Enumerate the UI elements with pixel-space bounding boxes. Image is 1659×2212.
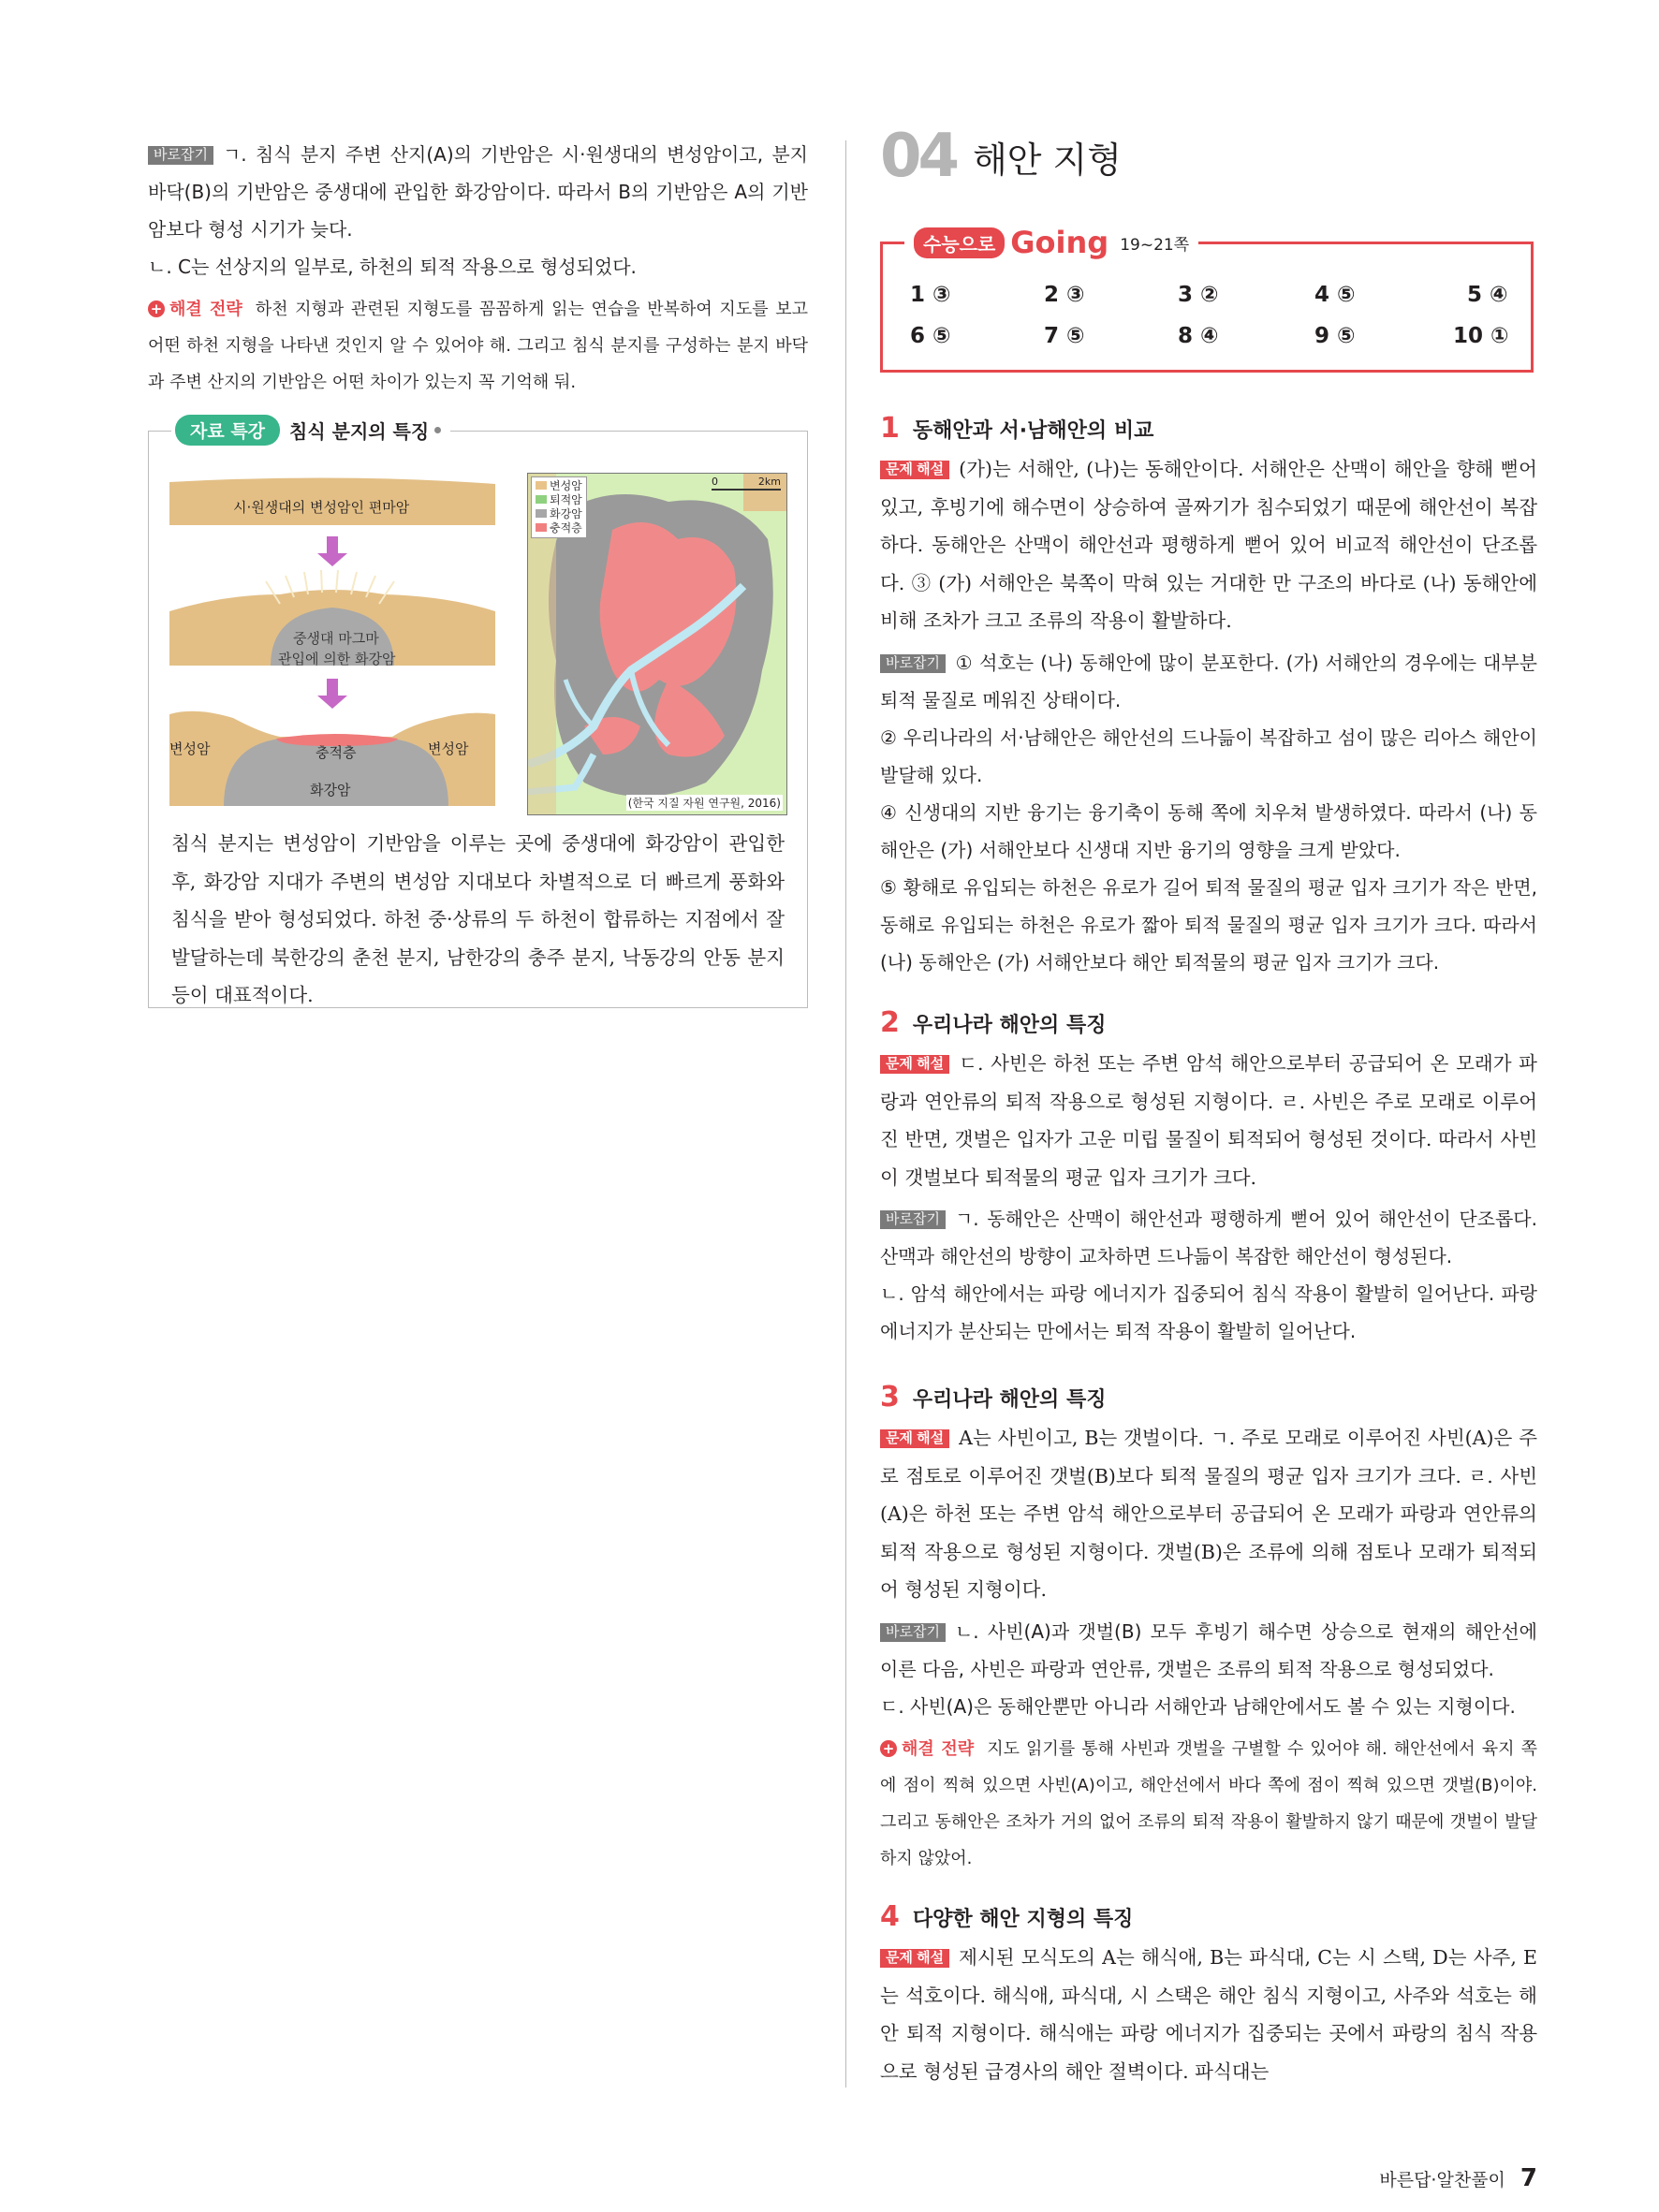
question-4: [880, 1900, 1537, 2090]
answer-item: 6 ⑤: [910, 324, 951, 348]
haeseol-tag: 문제 해설: [880, 461, 949, 479]
page-footer: [1379, 2164, 1537, 2192]
stage2-label-2: 관입에 의한 화강암: [278, 651, 396, 667]
going-answer-box: [880, 225, 1535, 376]
answer-item: 7 ⑤: [1044, 324, 1085, 348]
q3-baro: 바로잡기 ㄴ. 사빈(A)과 갯벌(B) 모두 후빙기 해수면 상승으로 현재의 해안선에 이른 다음, 사빈은 파랑과 연안류, 갯벌은 조류의 퇴적 작용으로 형성되었다.: [880, 1619, 1537, 1680]
box-paragraph: 침식 분지는 변성암이 기반암을 이루는 곳에 중생대에 화강암이 관입한 후, 화강암 지대가 주변의 변성암 지대보다 차별적으로 더 빠르게 풍화와 침식을 받아 형성되었다. 하천 중·상류의 두 하천이 합류하는 지점에서 잘 발달하는데 북한강의 춘천 분지, 남한강의 충주 분지, 낙동강의 안동 분지 등이 대표적이다.: [171, 832, 785, 1006]
legend-swatch: [536, 495, 547, 504]
strategy-label: + 해결 전략: [148, 300, 242, 319]
section-title: 해안 지형: [973, 139, 1122, 181]
legend-item: 변성암: [536, 479, 582, 493]
q1-baro: 바로잡기 ① 석호는 (나) 동해안에 많이 분포한다. (가) 서해안의 경우에는 대부분 퇴적 물질로 메워진 상태이다.: [880, 651, 1537, 711]
map-scale: 0 2km: [712, 476, 781, 491]
legend-item: 화강암: [536, 507, 582, 521]
map-source: (한국 지질 자원 연구원, 2016): [627, 797, 781, 810]
section-number: 04: [880, 122, 957, 191]
q3-extra-1: ㄷ. 사빈(A)은 동해안뿐만 아니라 서해안과 남해안에서도 볼 수 있는 지형이다.: [880, 1694, 1516, 1718]
answer-row-1: [910, 283, 1509, 320]
going-word: Going: [1010, 225, 1109, 260]
map-legend: [531, 476, 587, 538]
answer-item: 9 ⑤: [1314, 324, 1356, 348]
footer-label: 바른답·알찬풀이: [1379, 2169, 1505, 2190]
data-special-box: [148, 420, 808, 1008]
legend-swatch: [536, 523, 547, 532]
stage3-left-label: 변성암: [169, 740, 211, 757]
answer-item: 5 ④: [1467, 283, 1508, 307]
box-pill: 자료 특강: [175, 415, 280, 446]
q4-haeseol: 문제 해설 제시된 모식도의 A는 해식애, B는 파식대, C는 시 스택, D는 사주, E는 석호이다. 해식애, 파식대, 시 스택은 해안 침식 지형이고, 사주와 석호는 해안 퇴적 지형이다. 해식애는 파랑 에너지가 집중되는 곳에서 파랑의 침식 작용으로 형성된 급경사의 해안 절벽이다. 파식대는: [880, 1946, 1537, 2083]
left-correction-para: [148, 136, 808, 248]
geologic-map: [527, 473, 787, 815]
q3-head: 3 우리나라 해안의 특징: [880, 1381, 1107, 1414]
q1-haeseol: 문제 해설 (가)는 서해안, (나)는 동해안이다. 서해안은 산맥이 해안을 향해 뻗어 있고, 후빙기에 해수면이 상승하여 골짜기가 침수되었기 때문에 해안선이 복잡하다. 동해안은 산맥이 해안선과 평행하게 뻗어 있어 비교적 해안선이 단조롭다. ③ (가) 서해안은 북쪽이 막혀 있는 거대한 만 구조의 바다로 (나) 동해안에 비해 조차가 크고 조류의 작용이 활발하다.: [880, 458, 1537, 632]
answer-item: 2 ③: [1044, 283, 1085, 307]
going-pages: 19~21쪽: [1120, 235, 1190, 255]
left-para1: ㄱ. 침식 분지 주변 산지(A)의 기반암은 시·원생대의 변성암이고, 분지 바닥(B)의 기반암은 중생대에 관입한 화강암이다. 따라서 B의 기반암은 A의 기반암보다 형성 시기가 늦다.: [148, 143, 808, 241]
answer-item: 10 ①: [1453, 324, 1509, 348]
question-2: [880, 1006, 1537, 1350]
baro-tag: 바로잡기: [880, 1623, 946, 1642]
q2-baro: 바로잡기 ㄱ. 동해안은 산맥이 해안선과 평행하게 뻗어 있어 해안선이 단조롭다. 산맥과 해안선의 방향이 교차하면 드나듦이 복잡한 해안선이 형성된다.: [880, 1208, 1537, 1267]
q2-head: 2 우리나라 해안의 특징: [880, 1006, 1107, 1039]
left-para2: ㄴ. C는 선상지의 일부로, 하천의 퇴적 작용으로 형성되었다.: [148, 256, 637, 278]
legend-swatch: [536, 481, 547, 490]
going-header: [904, 225, 1198, 260]
dot-icon: [434, 427, 441, 433]
q1-head: 1 동해안과 서·남해안의 비교: [880, 412, 1154, 445]
box-text: [171, 825, 785, 1015]
box-header: [171, 415, 450, 446]
legend-item: 퇴적암: [536, 493, 582, 507]
q3-strategy: [880, 1731, 1537, 1877]
baro-tag: 바로잡기: [148, 146, 213, 165]
question-1: [880, 412, 1537, 981]
haeseol-tag: 문제 해설: [880, 1949, 949, 1968]
baro-tag: 바로잡기: [880, 654, 946, 673]
question-3: [880, 1381, 1537, 1877]
stage1-label: 시·원생대의 변성암인 편마암: [233, 499, 410, 516]
answer-item: 4 ⑤: [1314, 283, 1356, 307]
q2-extra-1: ㄴ. 암석 해안에서는 파랑 에너지가 집중되어 침식 작용이 활발히 일어난다. 파랑 에너지가 분산되는 만에서는 퇴적 작용이 활발히 일어난다.: [880, 1282, 1537, 1342]
section-header: [880, 122, 1122, 191]
q1-extra-3: ⑤ 황해로 유입되는 하천은 유로가 길어 퇴적 물질의 평균 입자 크기가 작은 반면, 동해로 유입되는 하천은 유로가 짧아 퇴적 물질의 평균 입자 크기가 크다. 따라서 (나) 동해안은 (가) 서해안보다 해안 퇴적물의 평균 입자 크기가 크다.: [880, 875, 1537, 974]
q4-head: 4 다양한 해안 지형의 특징: [880, 1900, 1134, 1933]
answer-row-2: [910, 324, 1509, 361]
box-title: 침식 분지의 특징: [289, 420, 430, 443]
baro-tag: 바로잡기: [880, 1210, 946, 1229]
answer-item: 3 ②: [1178, 283, 1219, 307]
legend-swatch: [536, 509, 547, 518]
stage3-right-label: 변성암: [428, 740, 469, 757]
answer-item: 1 ③: [910, 283, 951, 307]
left-strategy: [148, 291, 808, 401]
stage3-mid-label: 충적층: [316, 744, 357, 761]
legend-item: 충적층: [536, 521, 582, 535]
plus-icon: +: [148, 300, 165, 317]
column-divider: [845, 140, 846, 2087]
q3-haeseol: 문제 해설 A는 사빈이고, B는 갯벌이다. ㄱ. 주로 모래로 이루어진 사빈(A)은 주로 점토로 이루어진 갯벌(B)보다 퇴적 물질의 평균 입자 크기가 크다. ㄹ. 사빈(A)은 하천 또는 주변 암석 해안으로부터 공급되어 온 모래가 파랑과 연안류의 퇴적 작용으로 형성된 지형이다. 갯벌(B)은 조류에 의해 점토나 모래가 퇴적되어 형성된 지형이다.: [880, 1427, 1537, 1601]
q1-extra-2: ④ 신생대의 지반 융기는 융기축이 동해 쪽에 치우쳐 발생하였다. 따라서 (나) 동해안은 (가) 서해안보다 신생대 지반 융기의 영향을 크게 받았다.: [880, 800, 1537, 861]
going-pill: 수능으로: [914, 227, 1005, 258]
stage2-label-1: 중생대 마그마: [293, 630, 379, 647]
haeseol-tag: 문제 해설: [880, 1055, 949, 1074]
strategy-text: 지도 읽기를 통해 사빈과 갯벌을 구별할 수 있어야 해. 해안선에서 육지 쪽에 점이 찍혀 있으면 사빈(A)이고, 해안선에서 바다 쪽에 점이 찍혀 있으면 갯벌(B)이야. 그리고 동해안은 조차가 거의 없어 조류의 퇴적 작용이 활발하지 않기 때문에 갯벌이 발달하지 않았어.: [880, 1738, 1537, 1868]
stage3-bottom-label: 화강암: [310, 782, 351, 798]
left-correction-block: [148, 136, 808, 401]
q1-extra-1: ② 우리나라의 서·남해안은 해안선의 드나듦이 복잡하고 섬이 많은 리아스 해안이 발달해 있다.: [880, 725, 1537, 786]
answer-item: 8 ④: [1178, 324, 1219, 348]
strategy-text: 하천 지형과 관련된 지형도를 꼼꼼하게 읽는 연습을 반복하여 지도를 보고 어떤 하천 지형을 나타낸 것인지 알 수 있어야 해. 그리고 침식 분지를 구성하는 분지 바닥과 주변 산지의 기반암은 어떤 차이가 있는지 꼭 기억해 둬.: [148, 300, 808, 392]
q2-haeseol: 문제 해설 ㄷ. 사빈은 하천 또는 주변 암석 해안으로부터 공급되어 온 모래가 파랑과 연안류의 퇴적 작용으로 형성된 지형이다. ㄹ. 사빈은 주로 모래로 이루어진 반면, 갯벌은 입자가 고운 미립 물질이 퇴적되어 형성된 것이다. 따라서 사빈이 갯벌보다 퇴적물의 평균 입자 크기가 크다.: [880, 1052, 1537, 1189]
strategy-label: + 해결 전략: [880, 1739, 974, 1759]
page-number: 7: [1520, 2164, 1537, 2192]
plus-icon: +: [880, 1740, 897, 1757]
haeseol-tag: 문제 해설: [880, 1429, 949, 1448]
